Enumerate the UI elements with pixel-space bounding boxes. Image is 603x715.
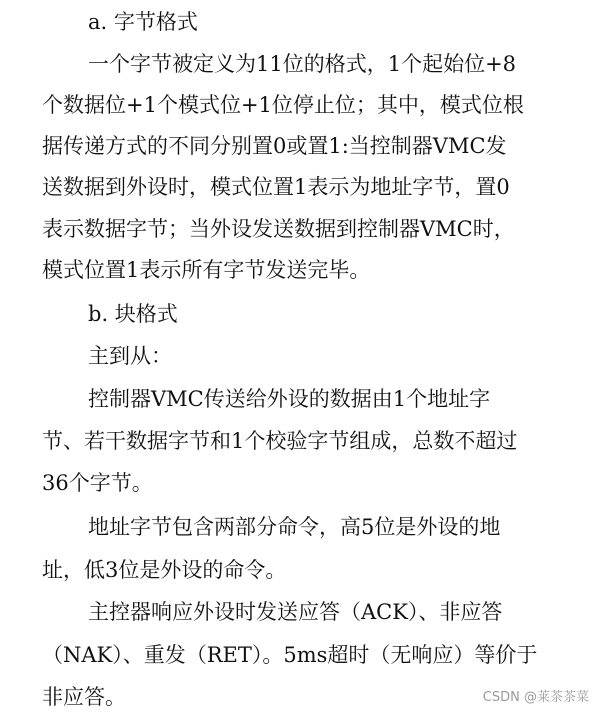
paragraph-line: 一个字节被定义为11位的格式，1个起始位+8	[88, 52, 517, 76]
csdn-watermark: CSDN @莱茶茶菜	[482, 690, 589, 705]
paragraph-line: 地址字节包含两部分命令，高5位是外设的地	[88, 515, 501, 539]
paragraph-line: 址，低3位是外设的命令。	[42, 558, 287, 582]
heading-block-format: b. 块格式	[88, 302, 178, 326]
paragraph-line: 据传递方式的不同分别置0或置1:当控制器VMC发	[42, 134, 507, 158]
paragraph-line: 主控器响应外设时发送应答（ACK）、非应答	[88, 600, 503, 624]
paragraph-line: 表示数据字节；当外设发送数据到控制器VMC时，	[42, 217, 515, 241]
paragraph-line: 36个字节。	[42, 471, 153, 495]
paragraph-line: 节、若干数据字节和1个校验字节组成，总数不超过	[42, 429, 518, 453]
paragraph-line: 个数据位+1个模式位+1位停止位；其中，模式位根	[42, 93, 524, 117]
heading-byte-format: a. 字节格式	[88, 10, 198, 34]
paragraph-line: （NAK）、重发（RET）。5ms超时（无响应）等价于	[42, 643, 538, 667]
paragraph-line: 非应答。	[42, 685, 126, 709]
subheading-master-slave: 主到从：	[88, 344, 172, 368]
paragraph-line: 控制器VMC传送给外设的数据由1个地址字	[88, 387, 491, 411]
paragraph-line: 送数据到外设时，模式位置1表示为地址字节，置0	[42, 175, 510, 199]
paragraph-line: 模式位置1表示所有字节发送完毕。	[42, 258, 371, 282]
